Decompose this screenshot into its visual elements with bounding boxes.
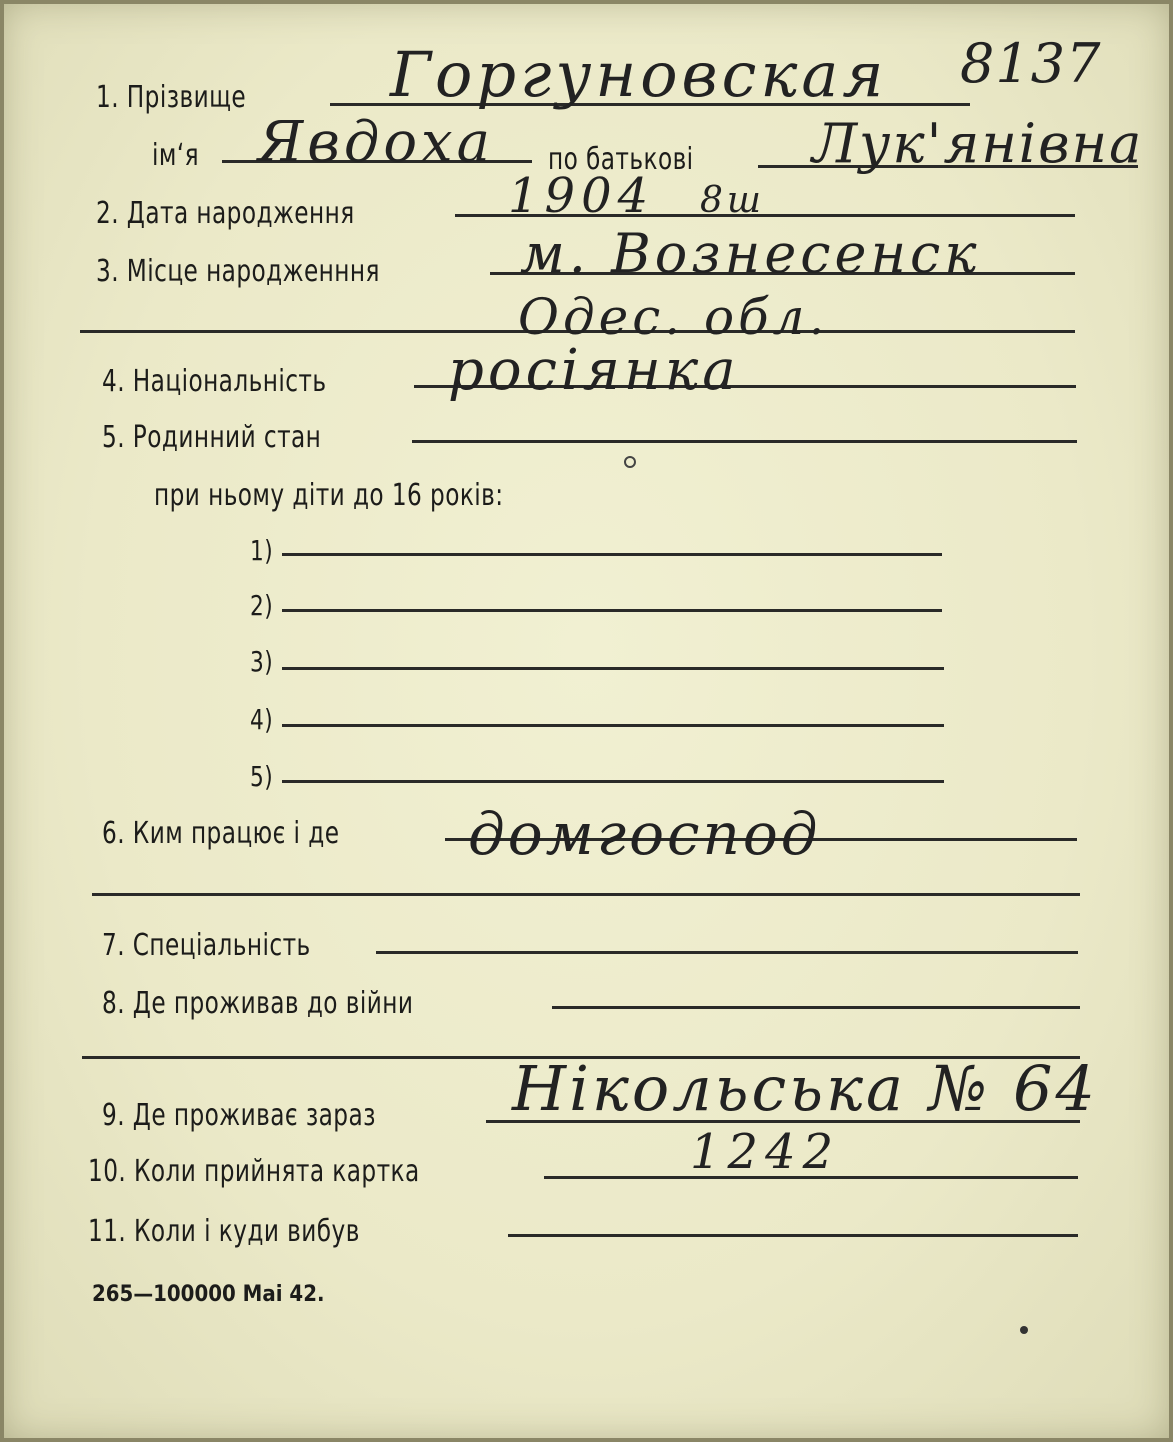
nationality-value: росіянка [448,338,740,403]
prewar-line [552,1006,1080,1009]
birth-year: 1904 [508,168,655,224]
children-label: при ньому діти до 16 років: [154,478,504,513]
birthplace-value-1: м. Вознесенск [520,222,981,285]
surname-label: 1. Прізвище [96,80,247,115]
child-4-label: 4) [250,703,274,736]
child-1-line [282,553,942,556]
current-address-label: 9. Де проживає зараз [102,1098,376,1133]
marital-line [412,440,1077,443]
birthplace-value-2: Одес. обл. [518,288,829,346]
birth-extra: 8ш [700,180,766,221]
child-3-line [282,667,944,670]
child-5-label: 5) [250,760,274,793]
nationality-label: 4. Національність [102,364,327,399]
child-4-line [282,724,944,727]
prewar-label: 8. Де проживав до війни [102,986,414,1021]
name-value: Явдоха [258,110,494,175]
marital-label: 5. Родинний стан [102,420,322,455]
child-3-label: 3) [250,645,274,678]
surname-value: Горгуновская [390,38,888,111]
specialty-line [376,951,1078,954]
ink-spot [1020,1326,1028,1334]
child-2-label: 2) [250,589,274,622]
ink-mark [624,456,636,468]
departure-label: 11. Коли і куди вибув [88,1214,360,1249]
child-1-label: 1) [250,534,274,567]
card-number: 8137 [960,32,1102,95]
occupation-value: домгоспод [468,800,821,868]
card-date-label: 10. Коли прийнята картка [88,1154,420,1189]
birthplace-label: 3. Місце народженння [96,254,380,289]
patronymic-value: Лук'янівна [812,112,1144,175]
departure-line [508,1234,1078,1237]
card-date-value: 1242 [690,1124,841,1180]
name-label: ім‘я [152,138,200,173]
patronymic-label: по батькові [548,142,694,177]
current-address-value: Нікольська № 64 [512,1052,1098,1125]
birthdate-label: 2. Дата народження [96,196,355,231]
specialty-label: 7. Спеціальність [102,928,311,963]
print-code: 265—100000 Mai 42. [92,1282,325,1307]
occupation-line-2 [92,893,1080,896]
occupation-label: 6. Ким працює і де [102,816,340,851]
child-2-line [282,609,942,612]
child-5-line [282,780,944,783]
